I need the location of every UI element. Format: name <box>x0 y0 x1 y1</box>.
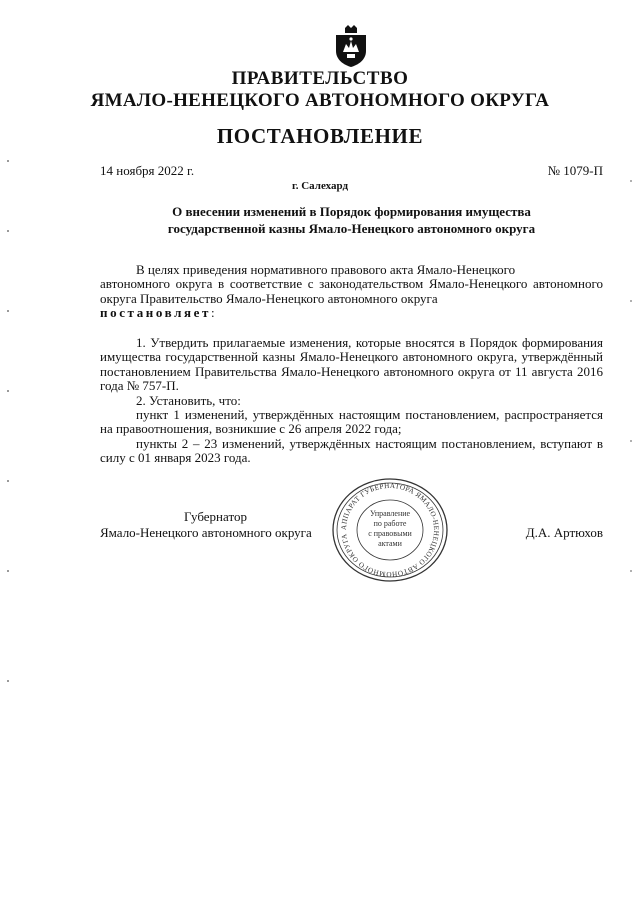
official-stamp <box>330 478 450 583</box>
preamble-line: В целях приведения нормативного правового акта Ямало-Ненецкого <box>136 262 516 277</box>
preamble-paragraph <box>100 263 603 321</box>
clause-2-sub-a: пункт 1 изменений, утверждённых настоящим постановлением, распространяется на правоотношения, возникшие с 26 апреля 2022 года; <box>100 407 603 437</box>
stamp-text: Управление <box>369 509 411 518</box>
document-subject <box>100 203 603 237</box>
signatory-title <box>100 509 340 541</box>
stamp-text: по работе <box>373 519 407 528</box>
subject-line: государственной казны Ямало-Ненецкого автономного округа <box>167 221 536 236</box>
clause-2: 2. Установить, что: <box>136 393 241 408</box>
stamp-text: с правовыми <box>368 529 412 538</box>
document-type: ПОСТАНОВЛЕНИЕ <box>216 124 424 148</box>
clause-1: 1. Утвердить прилагаемые изменения, которые вносятся в Порядок формирования имущества государственной казны Ямало-Ненецкого автономного округа, утверждённый постановлением Правительства Ямало-Ненецкого автономного округа от 11 августа 2016 года № 757-П. <box>100 335 603 394</box>
document-date: 14 ноября 2022 г. <box>100 163 195 178</box>
subject-line: О внесении изменений в Порядок формирования имущества <box>172 204 531 219</box>
signatory-name: Д.А. Артюхов <box>525 525 603 540</box>
scan-margin-marks <box>630 180 632 580</box>
signatory-title-line: Губернатор <box>184 509 247 524</box>
clause-2-sub-b: пункты 2 – 23 изменений, утверждённых настоящим постановлением, вступают в силу с 01 января 2023 года. <box>100 436 603 466</box>
preamble-text: автономного округа в соответствие с законодательством Ямало-Ненецкого автономного округа Правительство Ямало-Ненецкого автономного округа <box>100 276 603 306</box>
government-title: ПРАВИТЕЛЬСТВО <box>231 68 409 89</box>
document-number: № 1079-П <box>547 163 603 178</box>
government-region: ЯМАЛО-НЕНЕЦКОГО АВТОНОМНОГО ОКРУГА <box>90 90 550 111</box>
document-city: г. Салехард <box>291 180 349 192</box>
stamp-ring-text: АППАРАТ ГУБЕРНАТОРА ЯМАЛО-НЕНЕЦКОГО АВТОНОМНОГО ОКРУГА <box>339 481 441 579</box>
resolves-keyword: постановляет <box>100 305 212 321</box>
resolves-colon: : <box>211 305 215 321</box>
scan-margin-marks <box>7 160 9 720</box>
signatory-title-line: Ямало-Ненецкого автономного округа <box>100 525 312 540</box>
stamp-text: актами <box>378 539 402 548</box>
coat-of-arms-icon <box>333 24 369 68</box>
